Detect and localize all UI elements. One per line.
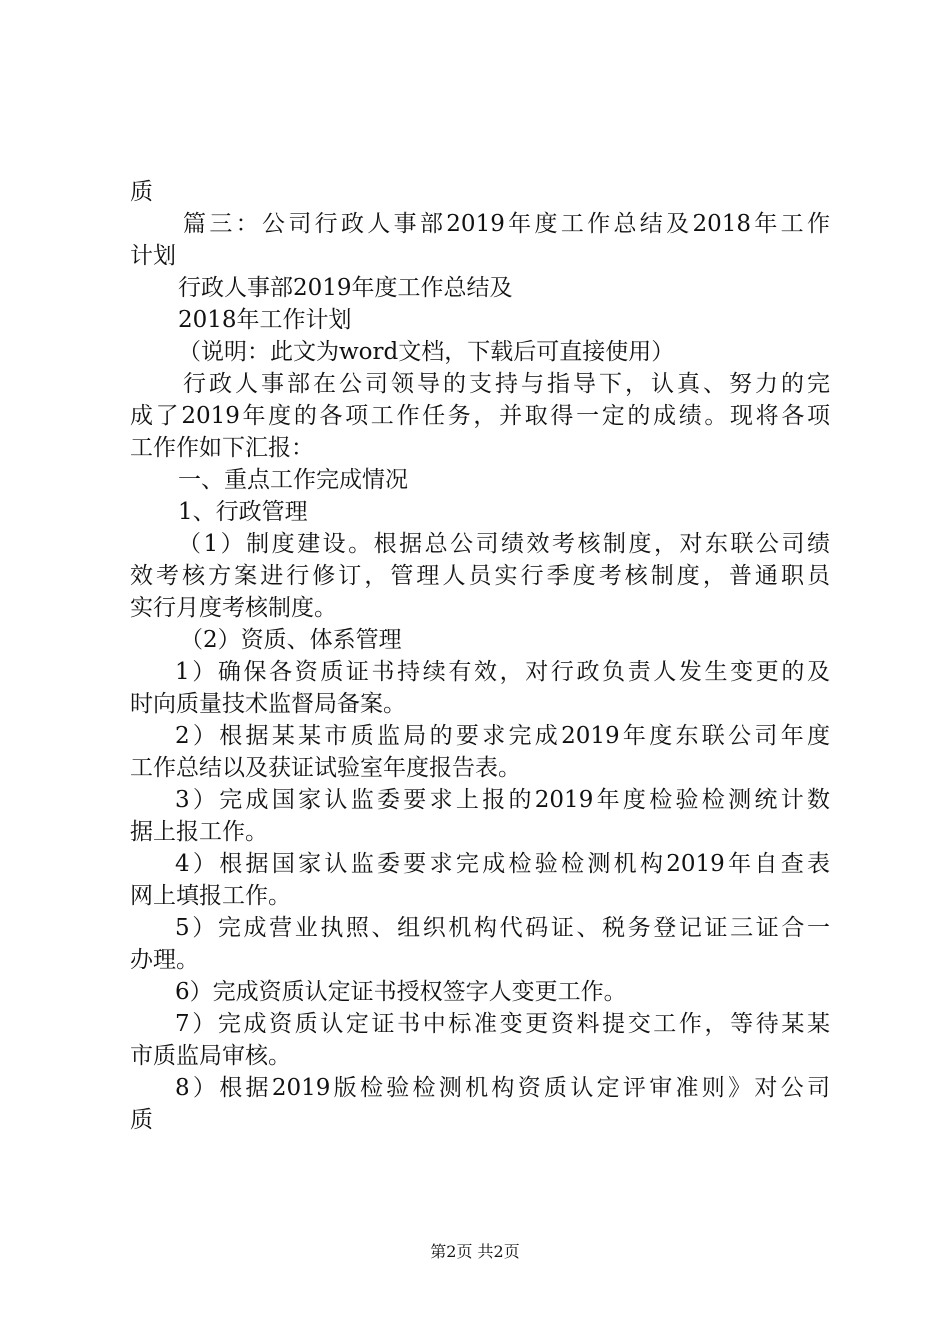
paragraph-line: 实行月度考核制度。 <box>130 595 337 621</box>
title-line: 2018年工作计划 <box>178 307 352 333</box>
paragraph-line: 行政人事部在公司领导的支持与指导下，认真、努力的完 <box>183 371 830 397</box>
list-item-line: 质 <box>130 1107 153 1133</box>
list-item-line: 5）完成营业执照、组织机构代码证、税务登记证三证合一 <box>175 915 830 941</box>
list-item-line: 2）根据某某市质监局的要求完成2019年度东联公司年度 <box>175 723 830 749</box>
note-line: （说明：此文为word文档，下载后可直接使用） <box>178 339 675 365</box>
section-heading-line: 计划 <box>130 243 176 269</box>
list-item-line: 4）根据国家认监委要求完成检验检测机构2019年自查表 <box>175 851 830 877</box>
list-item-line: 工作总结以及获证试验室年度报告表。 <box>130 755 521 781</box>
paragraph-line: 工作作如下汇报： <box>130 435 314 461</box>
paragraph-line: 效考核方案进行修订，管理人员实行季度考核制度，普通职员 <box>130 563 830 589</box>
list-item-line: 7）完成资质认定证书中标准变更资料提交工作，等待某某 <box>175 1011 830 1037</box>
paragraph-line: （1）制度建设。根据总公司绩效考核制度，对东联公司绩 <box>178 531 830 557</box>
title-line: 行政人事部2019年度工作总结及 <box>178 275 513 301</box>
heading-line: （2）资质、体系管理 <box>180 627 402 653</box>
section-heading-line: 篇三：公司行政人事部2019年度工作总结及2018年工作 <box>183 211 830 237</box>
heading-line: 1、行政管理 <box>178 499 308 525</box>
text-line: 质 <box>130 179 153 205</box>
list-item-line: 市质监局审核。 <box>130 1043 291 1069</box>
list-item-line: 时向质量技术监督局备案。 <box>130 691 406 717</box>
list-item-line: 办理。 <box>130 947 199 973</box>
list-item-line: 6）完成资质认定证书授权签字人变更工作。 <box>175 979 627 1005</box>
list-item-line: 8）根据2019版检验检测机构资质认定评审准则》对公司 <box>175 1075 830 1101</box>
page-footer: 第2页 共2页 <box>430 1242 520 1261</box>
heading-line: 一、重点工作完成情况 <box>178 467 408 493</box>
list-item-line: 据上报工作。 <box>130 819 268 845</box>
list-item-line: 3）完成国家认监委要求上报的2019年度检验检测统计数 <box>175 787 830 813</box>
list-item-line: 1）确保各资质证书持续有效，对行政负责人发生变更的及 <box>175 659 830 685</box>
list-item-line: 网上填报工作。 <box>130 883 291 909</box>
paragraph-line: 成了2019年度的各项工作任务，并取得一定的成绩。现将各项 <box>130 403 830 429</box>
